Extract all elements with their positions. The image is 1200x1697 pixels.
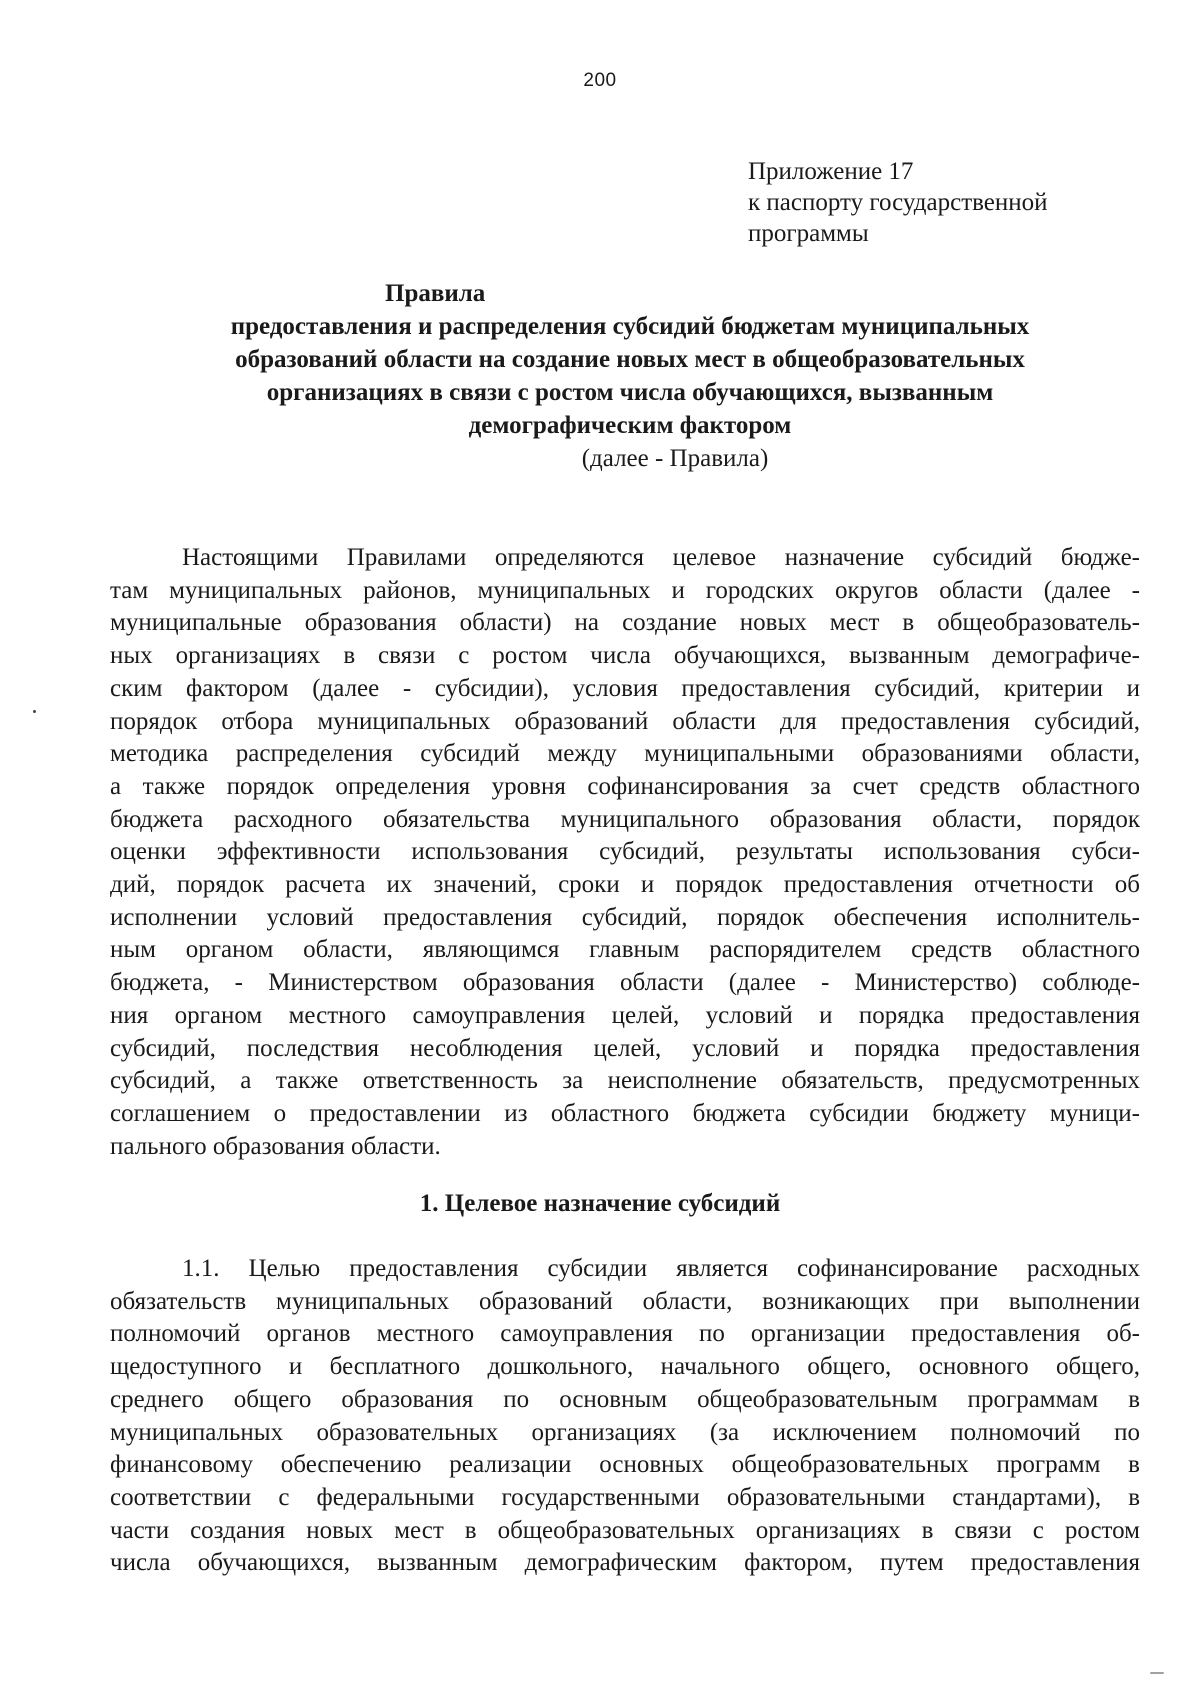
text-line: соглашением о предоставлении из областного бюджета субсидии бюджету муници- (110, 1099, 1140, 1127)
title-word: Правила (385, 280, 486, 307)
text-line: пального образования области. (110, 1132, 441, 1160)
text-line: полномочий органов местного самоуправления по организации предоставления об- (110, 1320, 1140, 1348)
annex-block (748, 156, 1148, 249)
text-line: дий, порядок расчета их значений, сроки и порядок предоставления отчетности об (110, 871, 1140, 899)
scan-speck (33, 710, 36, 713)
text-line: там муниципальных районов, муниципальных и городских округов области (далее - (110, 576, 1140, 604)
text-line: щедоступного и бесплатного дошкольного, начального общего, основного общего, (110, 1353, 1140, 1381)
text-line: а также порядок определения уровня софинансирования за счет средств областного (110, 772, 1140, 800)
text-line: ных организациях в связи с ростом числа обучающихся, вызванным демографиче- (110, 642, 1140, 670)
text-line: субсидий, а также ответственность за неисполнение обязательств, предусмотренных (110, 1067, 1140, 1095)
annex-line: программы (748, 220, 869, 247)
text-line: среднего общего образования по основным общеобразовательным программам в (110, 1385, 1140, 1413)
text-line: финансовому обеспечению реализации основных общеобразовательных программ в (110, 1451, 1140, 1479)
text-line: ния органом местного самоуправления целей, условий и порядка предоставления (110, 1001, 1140, 1029)
text-line: ским фактором (далее - субсидии), условия предоставления субсидий, критерии и (110, 674, 1140, 702)
intro-paragraph (110, 542, 1140, 1163)
title-line: организациях в связи с ростом числа обучающихся, вызванным (266, 379, 994, 406)
annex-line: к паспорту государственной (748, 189, 1048, 216)
text-line: обязательств муниципальных образований области, возникающих при выполнении (110, 1287, 1140, 1315)
section-heading: 1. Целевое назначение субсидий (419, 1190, 781, 1217)
title-line: предоставления и распределения субсидий бюджетам муниципальных (230, 313, 1030, 340)
text-line: числа обучающихся, вызванным демографическим фактором, путем предоставления (110, 1549, 1140, 1577)
title-line: демографическим фактором (468, 412, 792, 439)
text-line: бюджета, - Министерством образования области (далее - Министерство) соблюде- (110, 969, 1140, 997)
text-line: 1.1. Целью предоставления субсидии является софинансирование расходных (182, 1255, 1140, 1282)
scan-speck (1150, 1672, 1164, 1674)
text-line: бюджета расходного обязательства муниципального образования области, порядок (110, 805, 1140, 833)
title-line: образований области на создание новых мест в общеобразовательных (235, 346, 1025, 373)
section-paragraph (110, 1253, 1140, 1580)
text-line: оценки эффективности использования субсидий, результаты использования субси- (110, 838, 1140, 866)
text-line: исполнении условий предоставления субсидий, порядок обеспечения исполнитель- (110, 903, 1140, 931)
title-note: (далее - Правила) (581, 445, 769, 472)
annex-line: Приложение 17 (748, 158, 914, 185)
text-line: соответствии с федеральными государственными образовательными стандартами), в (110, 1483, 1140, 1511)
page-number: 200 (583, 70, 617, 91)
text-line: части создания новых мест в общеобразовательных организациях в связи с ростом (110, 1516, 1140, 1544)
text-line: методика распределения субсидий между муниципальными образованиями области, (110, 740, 1140, 768)
document-title (110, 277, 1150, 475)
text-line: Настоящими Правилами определяются целевое назначение субсидий бюдже- (182, 544, 1140, 571)
text-line: ным органом области, являющимся главным распорядителем средств областного (110, 936, 1140, 964)
text-line: порядок отбора муниципальных образований области для предоставления субсидий, (110, 707, 1140, 735)
text-line: муниципальные образования области) на создание новых мест в общеобразователь- (110, 609, 1140, 637)
text-line: субсидий, последствия несоблюдения целей, условий и порядка предоставления (110, 1034, 1140, 1062)
text-line: муниципальных образовательных организациях (за исключением полномочий по (110, 1418, 1140, 1446)
